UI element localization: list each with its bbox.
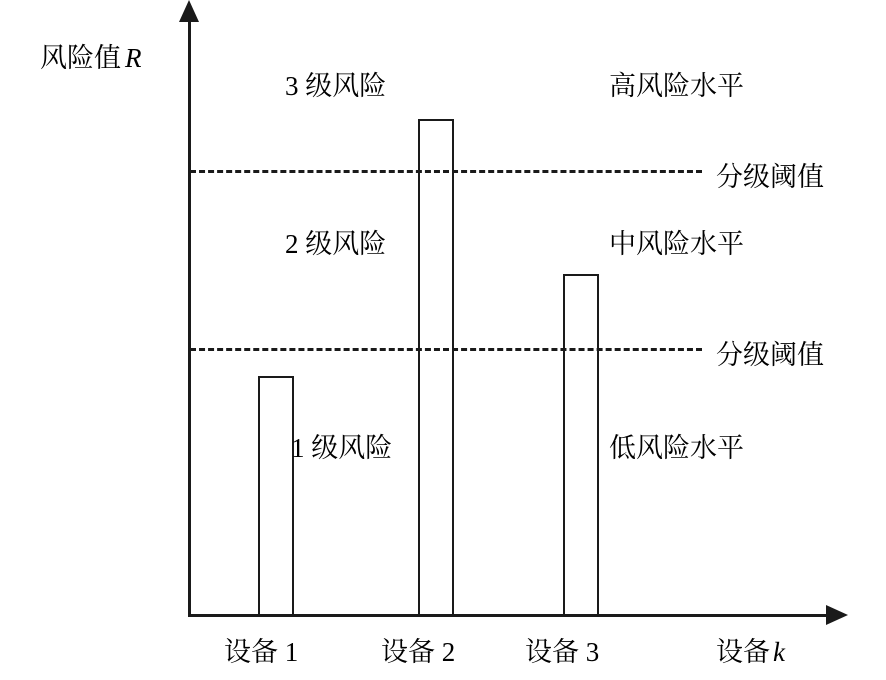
threshold-line-lower [190,348,702,351]
threshold-line-upper [190,170,702,173]
zone-grade-3-label: 3 级风险 [285,71,387,101]
y-axis-label-text: 风险值 [40,43,121,73]
zone-level-2-label: 中风险水平 [609,229,744,259]
zone-level-3-label: 高风险水平 [609,71,744,101]
x-axis-label [716,630,785,669]
threshold-label-lower: 分级阈值 [716,340,824,370]
y-axis [188,18,191,616]
threshold-label-upper: 分级阈值 [716,162,824,192]
x-tick-device-1: 设备 1 [224,637,299,667]
bar-device-2 [418,119,454,616]
x-axis-label-symbol: k [773,637,785,667]
x-axis-arrow-icon [826,605,848,625]
x-axis-label-text: 设备 [716,637,770,667]
x-tick-device-3: 设备 3 [525,637,600,667]
zone-grade-1-label: 1 级风险 [291,433,393,463]
y-axis-label [40,36,142,75]
bar-device-3 [563,274,599,616]
bar-device-1 [258,376,294,616]
zone-grade-2-label: 2 级风险 [285,229,387,259]
x-tick-device-2: 设备 2 [381,637,456,667]
zone-level-1-label: 低风险水平 [609,433,744,463]
y-axis-label-symbol: R [125,43,142,73]
